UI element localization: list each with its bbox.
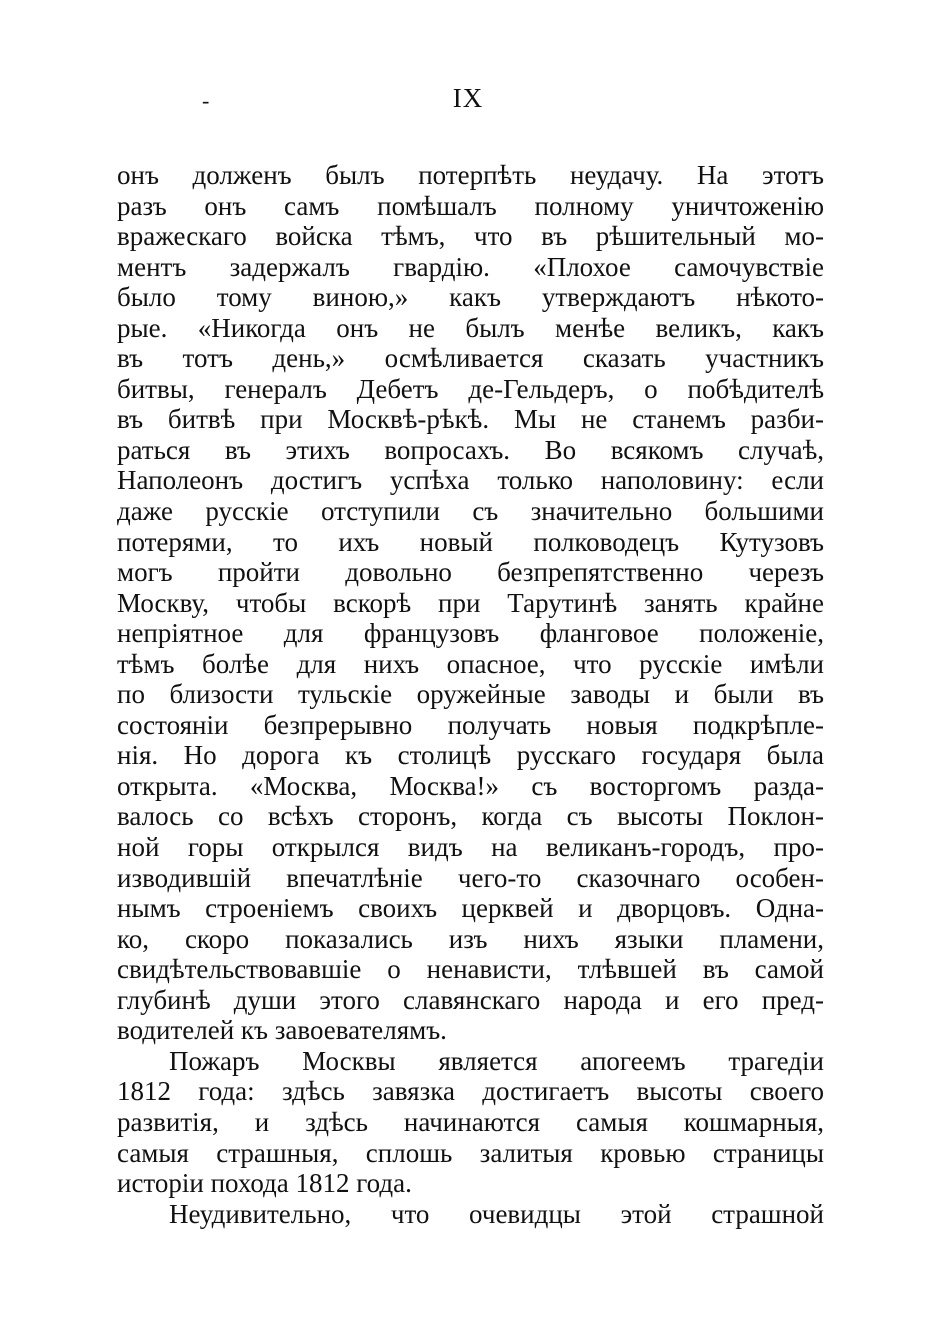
text-line: ментъ задержалъ гвардію. «Плохое самочувствіе	[117, 251, 824, 282]
text-line: по близости тульскіе оружейные заводы и были въ	[117, 679, 824, 710]
text-line: битвы, генералъ Дебетъ де-Гельдеръ, о побѣдителѣ	[117, 373, 824, 404]
text-line: 1812 года: здѣсь завязка достигаетъ высоты своего	[117, 1076, 824, 1107]
text-line: тѣмъ болѣе для нихъ опасное, что русскіе имѣли	[117, 648, 824, 679]
text-line: въ тотъ день,» осмѣливается сказать участникъ	[117, 343, 824, 374]
page-mark: -	[202, 88, 210, 113]
text-line: нія. Но дорога къ столицѣ русскаго государя была	[117, 740, 824, 771]
body-text	[117, 160, 824, 1229]
text-line: онъ долженъ былъ потерпѣть неудачу. На этотъ	[117, 160, 824, 190]
text-line: Наполеонъ достигъ успѣха только наполовину: если	[117, 465, 824, 496]
text-line: въ битвѣ при Москвѣ-рѣкѣ. Мы не станемъ разби-	[117, 404, 824, 435]
text-line: состояніи безпрерывно получать новыя подкрѣпле-	[117, 709, 824, 740]
text-line: самыя страшныя, сплошь залитыя кровью страницы	[117, 1137, 824, 1168]
paragraph	[117, 1046, 824, 1199]
page-number: IX	[452, 83, 484, 113]
text-line: Неудивительно, что очевидцы этой страшной	[169, 1198, 824, 1229]
text-line: развитія, и здѣсь начинаются самыя кошмарныя,	[117, 1106, 824, 1137]
text-line: Пожаръ Москвы является апогеемъ трагедіи	[169, 1045, 824, 1076]
text-line: изводившій впечатлѣніе чего-то сказочнаго особен-	[117, 862, 824, 893]
text-line: вражескаго войска тѣмъ, что въ рѣшительный мо-	[117, 221, 824, 252]
text-line: глубинѣ души этого славянскаго народа и его пред-	[117, 984, 824, 1015]
text-line: нымъ строеніемъ своихъ церквей и дворцовъ. Одна-	[117, 893, 824, 924]
text-line: ной горы открылся видъ на великанъ-городъ, про-	[117, 832, 824, 863]
paragraph	[117, 1199, 824, 1230]
text-line: свидѣтельствовавшіе о ненависти, тлѣвшей въ самой	[117, 954, 824, 985]
text-line: потерями, то ихъ новый полководецъ Кутузовъ	[117, 526, 824, 557]
text-line: непріятное для французовъ фланговое положеніе,	[117, 618, 824, 649]
text-line: ко, скоро показались изъ нихъ языки пламени,	[117, 923, 824, 954]
text-line: водителей къ завоевателямъ.	[117, 1015, 447, 1046]
text-line: валось со всѣхъ сторонъ, когда съ высоты Поклон-	[117, 801, 824, 832]
text-line: Москву, чтобы вскорѣ при Тарутинѣ занять крайне	[117, 587, 824, 618]
text-line: рые. «Никогда онъ не былъ менѣе великъ, какъ	[117, 312, 824, 343]
text-line: открыта. «Москва, Москва!» съ восторгомъ разда-	[117, 770, 824, 801]
text-line: было тому виною,» какъ утверждаютъ нѣкото-	[117, 282, 824, 313]
text-line: могъ пройти довольно безпрепятственно черезъ	[117, 557, 824, 588]
text-line: даже русскіе отступили съ значительно большими	[117, 496, 824, 527]
text-line: исторіи похода 1812 года.	[117, 1168, 412, 1199]
text-line: раться въ этихъ вопросахъ. Во всякомъ случаѣ,	[117, 434, 824, 465]
text-line: разъ онъ самъ помѣшалъ полному уничтоженію	[117, 190, 824, 221]
paragraph	[117, 160, 824, 1046]
